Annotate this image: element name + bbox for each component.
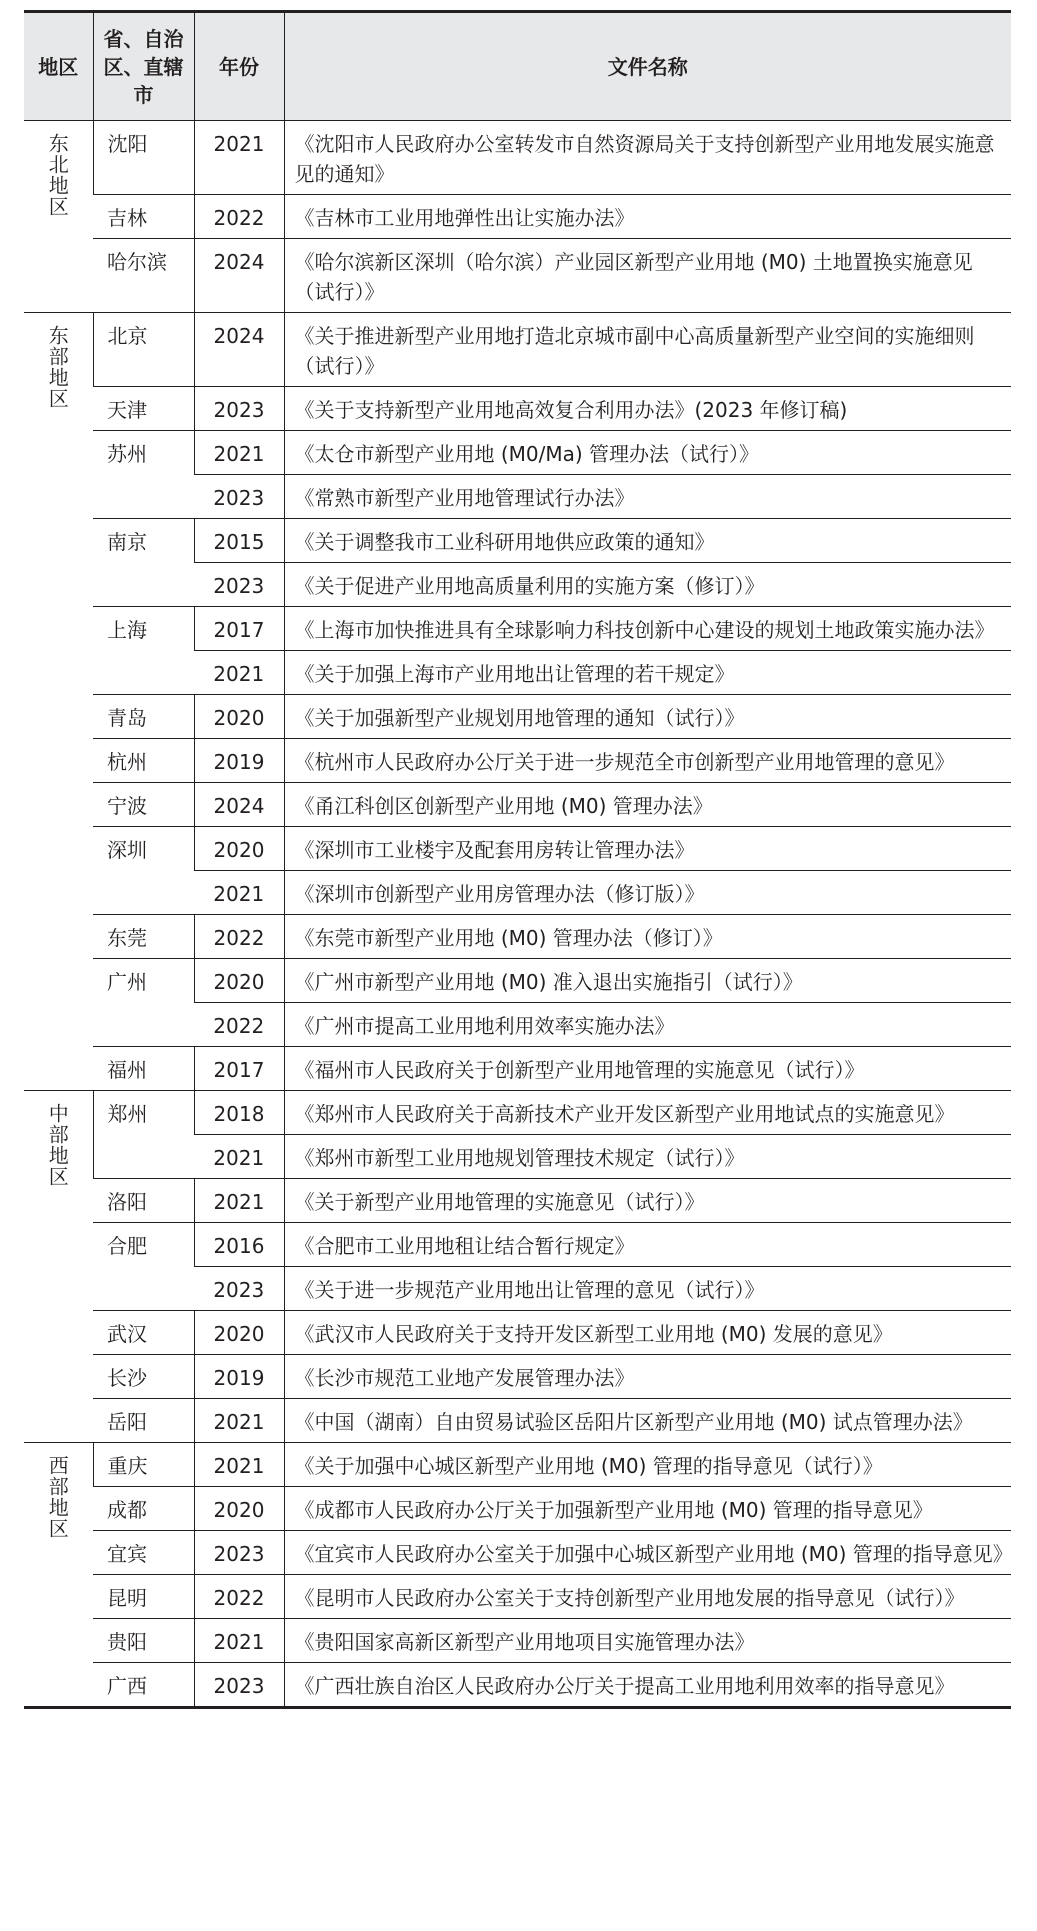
year-cell: 2021	[194, 871, 284, 915]
province-cell: 郑州	[93, 1091, 194, 1179]
table-row	[24, 1531, 1011, 1575]
year-cell: 2021	[194, 1179, 284, 1223]
year-cell: 2015	[194, 519, 284, 563]
table-row	[24, 313, 1011, 387]
document-name-cell: 《长沙市规范工业地产发展管理办法》	[284, 1355, 1011, 1399]
document-name-cell: 《宜宾市人民政府办公室关于加强中心城区新型产业用地 (M0) 管理的指导意见》	[284, 1531, 1011, 1575]
document-name-cell: 《关于支持新型产业用地高效复合利用办法》(2023 年修订稿)	[284, 387, 1011, 431]
table-row	[24, 239, 1011, 313]
document-name-cell: 《甬江科创区创新型产业用地 (M0) 管理办法》	[284, 783, 1011, 827]
table-row	[24, 695, 1011, 739]
province-cell: 天津	[93, 387, 194, 431]
region-label: 中部地区	[45, 1103, 70, 1187]
table-row	[24, 1047, 1011, 1091]
document-name-cell: 《郑州市人民政府关于高新技术产业开发区新型产业用地试点的实施意见》	[284, 1091, 1011, 1135]
year-cell: 2023	[194, 1663, 284, 1708]
year-cell: 2021	[194, 1399, 284, 1443]
table-row	[24, 1663, 1011, 1708]
province-cell: 哈尔滨	[93, 239, 194, 313]
year-cell: 2017	[194, 1047, 284, 1091]
province-cell: 合肥	[93, 1223, 194, 1311]
document-name-cell: 《关于进一步规范产业用地出让管理的意见（试行）》	[284, 1267, 1011, 1311]
document-name-cell: 《关于加强上海市产业用地出让管理的若干规定》	[284, 651, 1011, 695]
province-cell: 广州	[93, 959, 194, 1047]
document-name-cell: 《深圳市工业楼宇及配套用房转让管理办法》	[284, 827, 1011, 871]
year-cell: 2024	[194, 313, 284, 387]
province-cell: 青岛	[93, 695, 194, 739]
year-cell: 2024	[194, 783, 284, 827]
table-row	[24, 519, 1011, 563]
document-name-cell: 《东莞市新型产业用地 (M0) 管理办法（修订）》	[284, 915, 1011, 959]
document-name-cell: 《关于调整我市工业科研用地供应政策的通知》	[284, 519, 1011, 563]
table-row	[24, 1487, 1011, 1531]
year-cell: 2020	[194, 827, 284, 871]
province-cell: 宜宾	[93, 1531, 194, 1575]
document-name-cell: 《广州市提高工业用地利用效率实施办法》	[284, 1003, 1011, 1047]
province-cell: 深圳	[93, 827, 194, 915]
table-header-row	[24, 12, 1011, 121]
year-cell: 2020	[194, 1487, 284, 1531]
table-row	[24, 1575, 1011, 1619]
table-row	[24, 431, 1011, 475]
table-row	[24, 121, 1011, 195]
table-row	[24, 1311, 1011, 1355]
year-cell: 2021	[194, 121, 284, 195]
year-cell: 2021	[194, 651, 284, 695]
table-row	[24, 195, 1011, 239]
document-name-cell: 《武汉市人民政府关于支持开发区新型工业用地 (M0) 发展的意见》	[284, 1311, 1011, 1355]
province-cell: 吉林	[93, 195, 194, 239]
province-cell: 沈阳	[93, 121, 194, 195]
year-cell: 2023	[194, 475, 284, 519]
region-label: 西部地区	[45, 1455, 70, 1539]
year-cell: 2018	[194, 1091, 284, 1135]
document-name-cell: 《沈阳市人民政府办公室转发市自然资源局关于支持创新型产业用地发展实施意见的通知》	[284, 121, 1011, 195]
year-cell: 2016	[194, 1223, 284, 1267]
year-cell: 2021	[194, 1443, 284, 1487]
document-name-cell: 《关于促进产业用地高质量利用的实施方案（修订）》	[284, 563, 1011, 607]
document-name-cell: 《郑州市新型工业用地规划管理技术规定（试行）》	[284, 1135, 1011, 1179]
region-cell	[24, 121, 93, 313]
province-cell: 昆明	[93, 1575, 194, 1619]
province-cell: 广西	[93, 1663, 194, 1708]
year-cell: 2022	[194, 1575, 284, 1619]
table-row	[24, 607, 1011, 651]
year-cell: 2023	[194, 387, 284, 431]
policy-table	[24, 10, 1011, 1709]
year-cell: 2023	[194, 1531, 284, 1575]
year-cell: 2024	[194, 239, 284, 313]
document-name-cell: 《关于推进新型产业用地打造北京城市副中心高质量新型产业空间的实施细则（试行）》	[284, 313, 1011, 387]
policy-table-container	[24, 10, 1011, 1709]
year-cell: 2019	[194, 1355, 284, 1399]
year-cell: 2021	[194, 1619, 284, 1663]
header-document: 文件名称	[284, 12, 1011, 121]
table-row	[24, 1091, 1011, 1135]
year-cell: 2022	[194, 195, 284, 239]
document-name-cell: 《贵阳国家高新区新型产业用地项目实施管理办法》	[284, 1619, 1011, 1663]
document-name-cell: 《广州市新型产业用地 (M0) 准入退出实施指引（试行）》	[284, 959, 1011, 1003]
document-name-cell: 《杭州市人民政府办公厅关于进一步规范全市创新型产业用地管理的意见》	[284, 739, 1011, 783]
table-row	[24, 387, 1011, 431]
province-cell: 宁波	[93, 783, 194, 827]
region-cell	[24, 313, 93, 1091]
document-name-cell: 《广西壮族自治区人民政府办公厅关于提高工业用地利用效率的指导意见》	[284, 1663, 1011, 1708]
table-row	[24, 959, 1011, 1003]
region-cell	[24, 1091, 93, 1443]
table-row	[24, 1223, 1011, 1267]
year-cell: 2020	[194, 1311, 284, 1355]
table-body	[24, 121, 1011, 1708]
year-cell: 2021	[194, 431, 284, 475]
table-row	[24, 1355, 1011, 1399]
province-cell: 上海	[93, 607, 194, 695]
document-name-cell: 《常熟市新型产业用地管理试行办法》	[284, 475, 1011, 519]
table-row	[24, 739, 1011, 783]
province-cell: 福州	[93, 1047, 194, 1091]
document-name-cell: 《昆明市人民政府办公室关于支持创新型产业用地发展的指导意见（试行）》	[284, 1575, 1011, 1619]
document-name-cell: 《成都市人民政府办公厅关于加强新型产业用地 (M0) 管理的指导意见》	[284, 1487, 1011, 1531]
header-year: 年份	[194, 12, 284, 121]
province-cell: 北京	[93, 313, 194, 387]
table-row	[24, 1443, 1011, 1487]
header-region: 地区	[24, 12, 93, 121]
province-cell: 成都	[93, 1487, 194, 1531]
province-cell: 洛阳	[93, 1179, 194, 1223]
year-cell: 2017	[194, 607, 284, 651]
table-row	[24, 1619, 1011, 1663]
document-name-cell: 《合肥市工业用地租让结合暂行规定》	[284, 1223, 1011, 1267]
year-cell: 2023	[194, 563, 284, 607]
header-province: 省、自治区、直辖市	[93, 12, 194, 121]
year-cell: 2020	[194, 959, 284, 1003]
province-cell: 苏州	[93, 431, 194, 519]
region-cell	[24, 1443, 93, 1708]
region-label: 东部地区	[45, 325, 70, 409]
year-cell: 2019	[194, 739, 284, 783]
province-cell: 贵阳	[93, 1619, 194, 1663]
province-cell: 南京	[93, 519, 194, 607]
document-name-cell: 《太仓市新型产业用地 (M0/Ma) 管理办法（试行）》	[284, 431, 1011, 475]
province-cell: 长沙	[93, 1355, 194, 1399]
document-name-cell: 《哈尔滨新区深圳（哈尔滨）产业园区新型产业用地 (M0) 土地置换实施意见（试行）》	[284, 239, 1011, 313]
table-row	[24, 783, 1011, 827]
year-cell: 2023	[194, 1267, 284, 1311]
document-name-cell: 《吉林市工业用地弹性出让实施办法》	[284, 195, 1011, 239]
document-name-cell: 《关于加强中心城区新型产业用地 (M0) 管理的指导意见（试行）》	[284, 1443, 1011, 1487]
document-name-cell: 《深圳市创新型产业用房管理办法（修订版）》	[284, 871, 1011, 915]
year-cell: 2022	[194, 1003, 284, 1047]
year-cell: 2021	[194, 1135, 284, 1179]
document-name-cell: 《中国（湖南）自由贸易试验区岳阳片区新型产业用地 (M0) 试点管理办法》	[284, 1399, 1011, 1443]
document-name-cell: 《关于新型产业用地管理的实施意见（试行）》	[284, 1179, 1011, 1223]
year-cell: 2020	[194, 695, 284, 739]
province-cell: 东莞	[93, 915, 194, 959]
document-name-cell: 《上海市加快推进具有全球影响力科技创新中心建设的规划土地政策实施办法》	[284, 607, 1011, 651]
table-row	[24, 1399, 1011, 1443]
year-cell: 2022	[194, 915, 284, 959]
document-name-cell: 《关于加强新型产业规划用地管理的通知（试行）》	[284, 695, 1011, 739]
table-row	[24, 1179, 1011, 1223]
region-label: 东北地区	[45, 133, 70, 217]
table-row	[24, 915, 1011, 959]
province-cell: 重庆	[93, 1443, 194, 1487]
province-cell: 武汉	[93, 1311, 194, 1355]
province-cell: 岳阳	[93, 1399, 194, 1443]
document-name-cell: 《福州市人民政府关于创新型产业用地管理的实施意见（试行）》	[284, 1047, 1011, 1091]
table-row	[24, 827, 1011, 871]
province-cell: 杭州	[93, 739, 194, 783]
